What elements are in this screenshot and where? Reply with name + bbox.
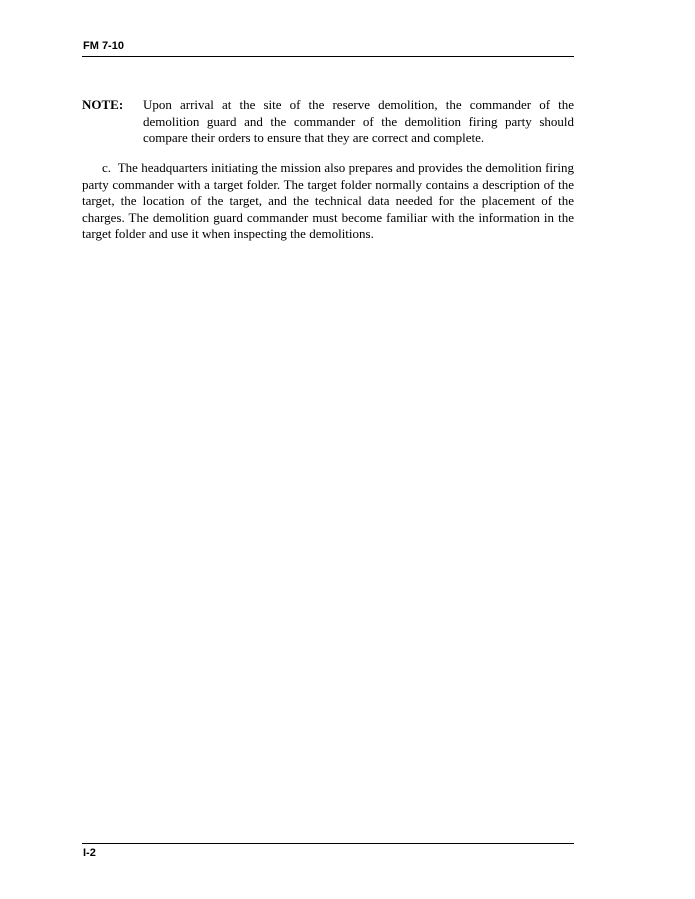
note-block [82,97,574,147]
note-label: NOTE: [82,97,124,112]
footer-rule [82,843,574,844]
note-text: Upon arrival at the site of the reserve demolition, the commander of the demolition guard and the commander of the demolition firing party should compare their orders to ensure that they are correct and complete. [143,97,574,145]
paragraph-c: c. The headquarters initiating the mission also prepares and provides the demolition firing party commander with a target folder. The target folder normally contains a description of the target, the location of the target, and the technical data needed for the placement of the charges. The demolition guard commander must become familiar with the information in the target folder and use it when inspecting the demolitions. [82,160,574,241]
header-rule [82,56,574,57]
running-header: FM 7-10 [83,40,124,52]
page-number: I-2 [83,847,96,859]
